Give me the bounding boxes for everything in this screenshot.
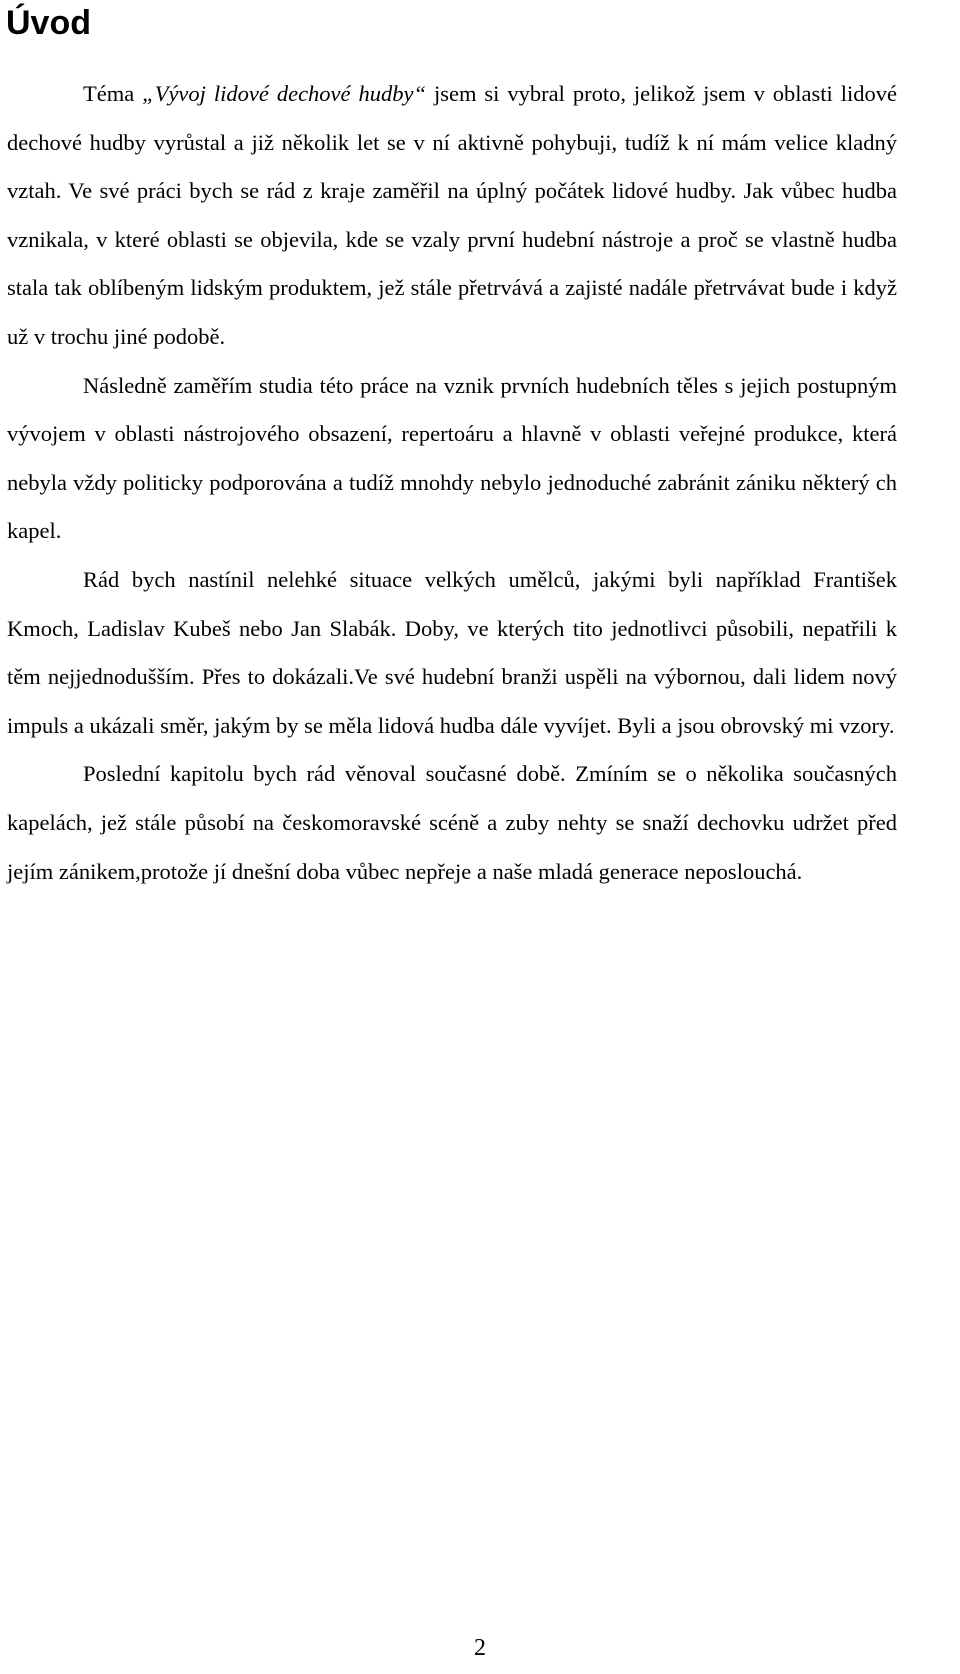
paragraph-intro	[7, 70, 897, 362]
paragraph-ensembles: Následně zaměřím studia této práce na vznik prvních hudebních těles s jejich postupným vývojem v oblasti nástrojového obsazení, repertoáru a hlavně v oblasti veřejné produkce, která nebyla vždy politicky podporována a tudíž mnohdy nebylo jednoduché zabránit zániku některý ch kapel.	[7, 372, 897, 544]
paragraph-intro-rest: jsem si vybral proto, jelikož jsem v oblasti lidové dechové hudby vyrůstal a již několik let se v ní aktivně pohybuji, tudíž k ní mám velice kladný vztah. Ve své práci bych se rád z kraje zaměřil na úplný počátek lidové hudby. Jak vůbec hudba vznikala, v které oblasti se objevila, kde se vzaly první hudební nástroje a proč se vlastně hudba stala tak oblíbeným lidským produktem, jež stále přetrvává a zajisté nadále přetrvávat bude i když už v trochu jiné podobě.	[7, 81, 898, 349]
thesis-title: „Vývoj lidové dechové hudby“	[142, 81, 426, 106]
paragraph-artists: Rád bych nastínil nelehké situace velkých umělců, jakými byli například František Kmoch, Ladislav Kubeš nebo Jan Slabák. Doby, ve kterých tito jednotlivci působili, nepatřili k těm nejjednodušším. Přes to dokázali.Ve své hudební branži uspěli na výbornou, dali lidem nový impuls a ukázali směr, jakým by se měla lidová hudba dále vyvíjet. Byli a jsou obrovský mi vzory.	[7, 566, 897, 738]
body-text	[7, 70, 897, 896]
paragraph-present: Poslední kapitolu bych rád věnoval současné době. Zmíním se o několika současných kapelách, jež stále působí na českomoravské scéně a zuby nehty se snaží dechovku udržet před jejím zánikem,protože jí dnešní doba vůbec nepřeje a naše mladá generace neposlouchá.	[7, 761, 897, 884]
page-number: 2	[474, 1635, 486, 1661]
section-heading: Úvod	[6, 4, 91, 42]
paragraph-intro-lead: Téma	[83, 81, 143, 106]
